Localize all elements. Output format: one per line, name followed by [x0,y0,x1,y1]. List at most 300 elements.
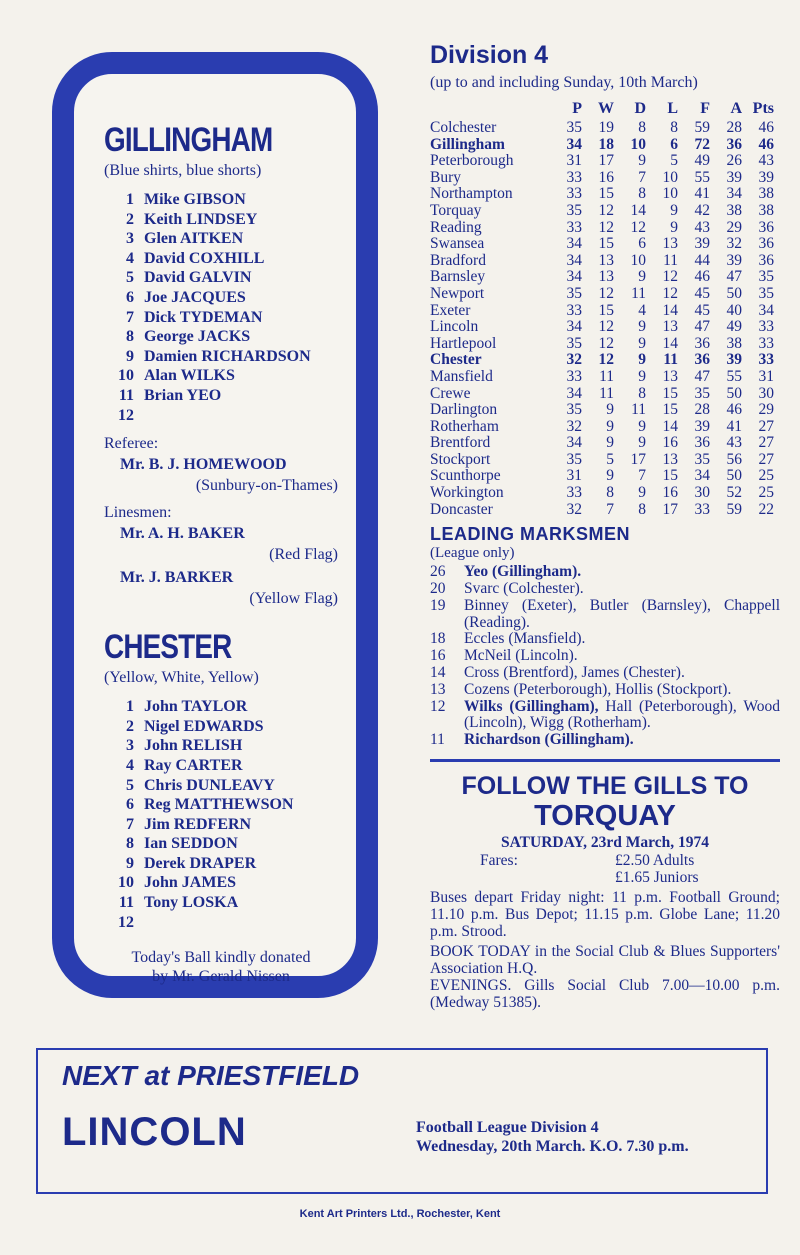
player-row [104,873,338,893]
player-row [104,697,338,717]
marksman-entry [430,699,780,733]
player-row [104,229,338,249]
stat-cell-f: 33 [694,500,710,518]
table-row [430,352,774,369]
table-row [430,386,774,403]
stat-cell-l: 11 [663,351,678,369]
stat-cell-f: 47 [694,367,710,385]
stat-cell-l: 15 [662,401,678,419]
stat-cell-l: 14 [662,417,678,435]
stat-cell-l: 13 [662,367,678,385]
trip-fares [430,852,780,886]
officials [104,433,338,609]
stat-cell-pts: 22 [758,500,774,518]
stat-cell-w: 19 [598,119,614,136]
player-name: Nigel EDWARDS [144,717,264,735]
stat-cell-d: 9 [638,351,646,369]
scorer-names [464,682,780,699]
stat-cell-w: 13 [598,268,614,286]
marksman-entry [430,598,780,632]
stat-cell-f: 39 [694,235,710,253]
player-row [104,756,338,776]
player-name: Alan WILKS [144,367,235,385]
stat-cell-w: 9 [606,401,614,419]
stat-cell-p: 33 [566,168,582,186]
team-name-cell: Colchester [430,119,497,136]
goal-count: 14 [430,664,446,682]
ball-donation-note [104,948,338,986]
player-number: 4 [126,249,134,267]
stat-cell-p: 34 [566,268,582,286]
player-name: David GALVIN [144,269,252,287]
away-trip-line-1: FOLLOW THE GILLS TO [461,772,749,801]
stat-cell-p: 34 [566,251,582,269]
stat-cell-l: 6 [670,135,678,153]
stat-cell-a: 47 [726,268,742,286]
next-match-info [416,1118,689,1156]
player-row [104,268,338,288]
stat-cell-d: 9 [638,152,646,170]
stat-cell-f: 45 [694,284,710,302]
stat-cell-a: 38 [726,334,742,352]
goal-count: 20 [430,580,446,598]
booking-info: BOOK TODAY in the Social Club & Blues Supporters' Association H.Q. [430,943,780,978]
stat-cell-p: 33 [566,484,582,502]
division-title: Division 4 [430,41,549,69]
player-row [104,308,338,328]
stat-cell-l: 10 [662,168,678,186]
stat-cell-f: 47 [694,318,710,336]
table-row [430,303,774,320]
player-name: John TAYLOR [144,698,248,716]
scorer-names [464,732,780,749]
fare-adults: £2.50 Adults [615,852,695,870]
stat-cell-f: 42 [694,201,710,219]
ball-note-line-2: by Mr. Gerald Nissen [152,968,290,986]
stat-cell-f: 45 [694,301,710,319]
goal-count: 18 [430,630,446,648]
stat-cell-w: 15 [598,185,614,203]
stat-cell-a: 39 [726,168,742,186]
team-name-cell: Bury [430,168,461,186]
player-name: Derek DRAPER [144,854,257,872]
player-row [104,893,338,913]
stat-cell-p: 31 [566,152,582,170]
player-number: 8 [126,328,134,346]
stat-cell-a: 29 [726,218,742,236]
stat-cell-d: 9 [638,417,646,435]
team-name-cell: Stockport [430,450,491,468]
team-name-cell: Lincoln [430,318,479,336]
stat-cell-w: 11 [599,367,614,385]
table-row [430,452,774,469]
goal-count: 11 [430,731,445,749]
ball-note-line-1: Today's Ball kindly donated [131,949,311,967]
team-name-cell: Northampton [430,185,513,203]
stat-cell-a: 26 [726,152,742,170]
goal-count: 26 [430,563,446,581]
player-number: 11 [118,894,134,912]
marksmen-list [430,564,780,749]
stat-cell-d: 8 [638,500,646,518]
column-header: P [572,100,582,117]
stat-cell-l: 17 [662,500,678,518]
scorer-highlight: Yeo (Gillingham). [464,563,582,581]
scorer-list: Cozens (Peterborough), Hollis (Stockport). [464,680,732,698]
stat-cell-w: 15 [598,301,614,319]
marksman-entry [430,665,780,682]
away-trip-heading [430,772,780,832]
player-row [104,210,338,230]
team-name-cell: Gillingham [430,135,505,153]
league-table-header [430,98,774,120]
player-name: Dick TYDEMAN [144,308,263,326]
player-name: Tony LOSKA [144,894,239,912]
stat-cell-p: 33 [566,301,582,319]
table-row [430,468,774,485]
stat-cell-d: 9 [638,367,646,385]
player-row [104,815,338,835]
marksmen-subtitle: (League only) [430,545,515,562]
stat-cell-l: 5 [670,152,678,170]
table-row [430,485,774,502]
stat-cell-a: 59 [726,500,742,518]
team-name-cell: Bradford [430,251,486,269]
column-header: Pts [752,100,774,117]
player-name: Jim REDFERN [144,815,252,833]
stat-cell-w: 8 [606,484,614,502]
player-row [104,776,338,796]
goal-count: 12 [430,697,446,715]
stat-cell-w: 13 [598,251,614,269]
stat-cell-p: 32 [566,417,582,435]
stat-cell-p: 34 [566,434,582,452]
next-match-box [36,1048,768,1194]
stat-cell-w: 16 [598,168,614,186]
home-team-name: GILLINGHAM [104,121,273,159]
stat-cell-d: 9 [638,268,646,286]
marksman-entry [430,581,780,598]
stat-cell-w: 12 [598,284,614,302]
column-header: L [667,100,678,117]
stat-cell-p: 34 [566,318,582,336]
column-header: D [634,100,646,117]
stat-cell-f: 72 [694,135,710,153]
player-row [104,736,338,756]
scorer-names [464,699,780,733]
linesman-1-flag: (Red Flag) [269,546,338,564]
player-name: Ray CARTER [144,756,243,774]
stat-cell-p: 35 [566,450,582,468]
referee-name: Mr. B. J. HOMEWOOD [120,456,287,474]
table-row [430,220,774,237]
stat-cell-d: 11 [631,284,646,302]
marksmen-title: LEADING MARKSMEN [430,524,630,545]
scorer-names [464,564,780,581]
stat-cell-p: 31 [566,467,582,485]
table-row [430,186,774,203]
stat-cell-l: 8 [670,119,678,136]
table-row [430,203,774,220]
goal-count: 13 [430,680,446,698]
player-name: Damien RICHARDSON [144,347,311,365]
away-player-list [104,697,338,932]
player-row [104,327,338,347]
team-name-cell: Doncaster [430,500,493,518]
team-name-cell: Darlington [430,401,498,419]
table-row [430,402,774,419]
stat-cell-d: 9 [638,318,646,336]
player-number: 11 [118,386,134,404]
divider [430,759,780,762]
scorer-names [464,631,780,648]
stat-cell-p: 35 [566,334,582,352]
stat-cell-f: 35 [694,450,710,468]
player-name: John JAMES [144,874,237,892]
scorer-list: Eccles (Mansfield). [464,630,586,648]
stat-cell-f: 59 [694,119,710,136]
scorer-names [464,648,780,665]
stat-cell-p: 33 [566,367,582,385]
next-opponent: LINCOLN [62,1110,247,1154]
scorer-highlight: Richardson (Gillingham). [464,731,634,749]
player-number: 6 [126,288,134,306]
away-trip-line-2: TORQUAY [534,800,676,833]
team-name-cell: Chester [430,351,482,369]
stat-cell-pts: 25 [758,467,774,485]
stat-cell-p: 33 [566,218,582,236]
stat-cell-w: 11 [599,384,614,402]
stat-cell-f: 34 [694,467,710,485]
stat-cell-w: 12 [598,201,614,219]
stat-cell-p: 34 [566,235,582,253]
player-number: 6 [126,796,134,814]
league-table-body [430,120,774,518]
player-number: 10 [118,367,134,385]
bus-times: Buses depart Friday night: 11 p.m. Football Ground; 11.10 p.m. Bus Depot; 11.15 p.m. Globe Lane; 11.20 p.m. Strood. [430,889,780,940]
stat-cell-d: 6 [638,235,646,253]
stat-cell-pts: 33 [758,351,774,369]
stat-cell-pts: 38 [758,185,774,203]
player-number: 5 [126,776,134,794]
stat-cell-a: 52 [726,484,742,502]
stat-cell-a: 43 [726,434,742,452]
goal-count: 16 [430,647,446,665]
stat-cell-a: 39 [726,251,742,269]
stat-cell-d: 10 [630,135,646,153]
stat-cell-f: 49 [694,152,710,170]
player-row [104,386,338,406]
column-header [430,98,550,120]
player-number: 9 [126,347,134,365]
stat-cell-pts: 36 [758,218,774,236]
player-number: 1 [126,191,134,208]
scorer-names [464,598,780,632]
stat-cell-l: 12 [662,268,678,286]
scorer-list: McNeil (Lincoln). [464,647,578,665]
player-number: 8 [126,835,134,853]
player-name: Keith LINDSEY [144,210,258,228]
stat-cell-pts: 30 [758,384,774,402]
stat-cell-a: 38 [726,201,742,219]
stat-cell-f: 55 [694,168,710,186]
stat-cell-w: 9 [606,467,614,485]
marksman-entry [430,732,780,749]
home-team-kit: (Blue shirts, blue shorts) [104,162,262,179]
stat-cell-d: 12 [630,218,646,236]
stat-cell-a: 50 [726,384,742,402]
stat-cell-pts: 46 [758,119,774,136]
stat-cell-f: 36 [694,434,710,452]
stat-cell-a: 34 [726,185,742,203]
player-name: Brian YEO [144,386,222,404]
evening-info: EVENINGS. Gills Social Club 7.00—10.00 p.m. (Medway 51385). [430,977,780,1011]
stat-cell-d: 9 [638,334,646,352]
player-name: John RELISH [144,737,243,755]
player-row [104,288,338,308]
division-subtitle: (up to and including Sunday, 10th March) [430,74,698,91]
scorer-names [464,665,780,682]
linesmen-label: Linesmen: [104,504,172,522]
team-name-cell: Rotherham [430,417,499,435]
stat-cell-l: 14 [662,334,678,352]
player-name: David COXHILL [144,249,265,267]
stat-cell-a: 41 [726,417,742,435]
stat-cell-w: 15 [598,235,614,253]
scorer-highlight: Wilks (Gillingham), [464,697,599,715]
player-row [104,347,338,367]
team-name-cell: Workington [430,484,504,502]
stat-cell-l: 10 [662,185,678,203]
stat-cell-p: 34 [566,135,582,153]
stat-cell-pts: 29 [758,401,774,419]
stat-cell-w: 12 [598,351,614,369]
stat-cell-l: 11 [663,251,678,269]
stat-cell-a: 36 [726,135,742,153]
team-name-cell: Scunthorpe [430,467,501,485]
stat-cell-w: 5 [606,450,614,468]
referee-location: (Sunbury-on-Thames) [195,477,338,495]
table-row [430,236,774,253]
stat-cell-w: 9 [606,434,614,452]
right-column [430,40,780,1012]
column-header: W [598,100,614,117]
player-number: 2 [126,717,134,735]
linesman-2-flag: (Yellow Flag) [249,590,338,608]
stat-cell-pts: 43 [758,152,774,170]
table-row [430,502,774,519]
away-team-name: CHESTER [104,628,232,667]
table-row [430,120,774,137]
stat-cell-f: 44 [694,251,710,269]
fare-list [570,852,699,886]
league-table [430,98,774,518]
player-name: Joe JACQUES [144,288,246,306]
stat-cell-a: 50 [726,284,742,302]
scorer-list: Hall (Peterborough), Wood (Lincoln), Wigg (Rotherham). [464,697,780,732]
player-number: 2 [126,210,134,228]
table-row [430,319,774,336]
table-row [430,269,774,286]
player-row [104,249,338,269]
player-number: 12 [118,913,134,931]
player-number: 1 [126,698,134,716]
stat-cell-f: 41 [694,185,710,203]
stat-cell-d: 9 [638,434,646,452]
table-row [430,137,774,154]
stat-cell-p: 32 [566,500,582,518]
stat-cell-w: 17 [598,152,614,170]
table-row [430,336,774,353]
home-player-list [104,190,338,425]
marksman-entry [430,564,780,581]
stat-cell-w: 12 [598,218,614,236]
scorer-names [464,581,780,598]
player-name: Mike GIBSON [144,191,246,208]
stat-cell-d: 14 [630,201,646,219]
player-name: George JACKS [144,328,251,346]
stat-cell-pts: 38 [758,201,774,219]
stat-cell-p: 35 [566,201,582,219]
stat-cell-l: 15 [662,384,678,402]
stat-cell-a: 56 [726,450,742,468]
stat-cell-d: 8 [638,384,646,402]
marksman-entry [430,631,780,648]
stat-cell-f: 46 [694,268,710,286]
stat-cell-d: 9 [638,484,646,502]
stat-cell-p: 35 [566,119,582,136]
table-row [430,435,774,452]
stat-cell-pts: 33 [758,334,774,352]
player-number: 10 [118,874,134,892]
stat-cell-a: 55 [726,367,742,385]
away-team-kit: (Yellow, White, Yellow) [104,669,259,687]
team-name-cell: Torquay [430,201,482,219]
stat-cell-d: 17 [630,450,646,468]
stat-cell-p: 34 [566,384,582,402]
table-row [430,153,774,170]
fare-juniors: £1.65 Juniors [615,869,699,887]
marksman-entry [430,648,780,665]
table-row [430,286,774,303]
next-match-date: Wednesday, 20th March. K.O. 7.30 p.m. [416,1138,689,1155]
stat-cell-f: 43 [694,218,710,236]
stat-cell-d: 7 [638,168,646,186]
team-name-cell: Brentford [430,434,491,452]
player-number: 3 [126,230,134,248]
column-header: A [730,100,742,117]
team-sheet-card [52,52,378,998]
stat-cell-l: 12 [662,284,678,302]
column-header: F [700,100,710,117]
stat-cell-a: 49 [726,318,742,336]
stat-cell-f: 35 [694,384,710,402]
player-row [104,834,338,854]
stat-cell-l: 9 [670,201,678,219]
player-number: 4 [126,756,134,774]
stat-cell-pts: 39 [758,168,774,186]
printer-credit: Kent Art Printers Ltd., Rochester, Kent [299,1208,501,1220]
stat-cell-pts: 33 [758,318,774,336]
team-name-cell: Hartlepool [430,334,497,352]
stat-cell-a: 39 [726,351,742,369]
stat-cell-l: 16 [662,484,678,502]
table-row [430,170,774,187]
player-name: Ian SEDDON [144,835,238,853]
player-number: 3 [126,737,134,755]
next-match-title: NEXT at PRIESTFIELD [62,1060,360,1091]
stat-cell-pts: 36 [758,251,774,269]
